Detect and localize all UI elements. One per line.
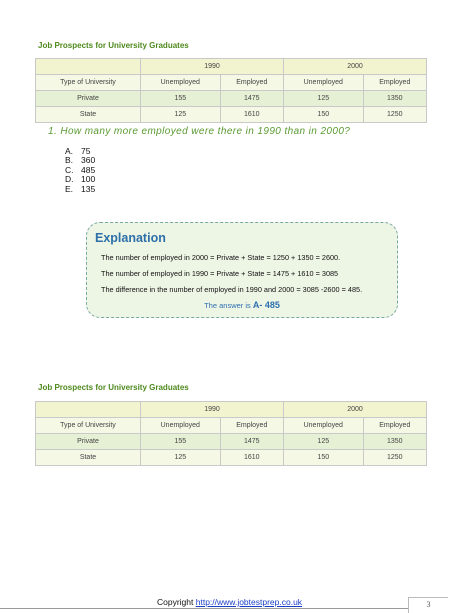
table-cell: 1610 xyxy=(220,107,283,123)
table-cell: 1475 xyxy=(220,434,283,450)
explanation-title: Explanation xyxy=(95,231,166,245)
year-header-1990: 1990 xyxy=(141,402,284,418)
option-value: 100 xyxy=(81,174,96,185)
table-title: Job Prospects for University Graduates xyxy=(38,41,189,50)
table-corner-cell xyxy=(36,59,141,75)
copyright-label: Copyright xyxy=(157,597,196,607)
table-cell: 150 xyxy=(283,107,363,123)
table-cell: Private xyxy=(36,434,141,450)
explanation-line: The number of employed in 1990 = Private + State = 1475 + 1610 = 3085 xyxy=(101,269,339,278)
column-header: Unemployed xyxy=(283,418,363,434)
footer-copyright xyxy=(157,597,302,607)
table-header-years xyxy=(36,402,427,418)
table-cell: State xyxy=(36,107,141,123)
table-row xyxy=(36,434,427,450)
year-header-1990: 1990 xyxy=(141,59,284,75)
website-link[interactable]: http://www.jobtestprep.co.uk xyxy=(195,597,303,607)
table-cell: State xyxy=(36,450,141,466)
column-header: Employed xyxy=(220,75,283,91)
column-header: Type of University xyxy=(36,418,141,434)
option-key: A. xyxy=(65,146,74,156)
table-cell: 125 xyxy=(283,91,363,107)
table-cell: 125 xyxy=(141,450,221,466)
column-header: Type of University xyxy=(36,75,141,91)
table-cell: 125 xyxy=(283,434,363,450)
table-row xyxy=(36,450,427,466)
column-header: Employed xyxy=(363,418,426,434)
job-prospects-table xyxy=(35,58,427,123)
column-header: Employed xyxy=(220,418,283,434)
table-corner-cell xyxy=(36,402,141,418)
table-column-headers xyxy=(36,75,427,91)
column-header: Employed xyxy=(363,75,426,91)
table-header-years xyxy=(36,59,427,75)
option-value: 360 xyxy=(81,155,96,166)
question-text: 1. How many more employed were there in 1990 than in 2000? xyxy=(48,126,351,137)
option-value: 75 xyxy=(81,146,91,156)
option-value: 135 xyxy=(81,183,96,194)
answer-value: A- 485 xyxy=(252,300,280,310)
answer-option-e[interactable] xyxy=(65,185,95,194)
table-row xyxy=(36,91,427,107)
table-cell: 1250 xyxy=(363,107,426,123)
year-header-2000: 2000 xyxy=(283,59,426,75)
table-cell: 1350 xyxy=(363,434,426,450)
table-column-headers xyxy=(36,418,427,434)
table-row xyxy=(36,107,427,123)
table-cell: 155 xyxy=(141,91,221,107)
explanation-answer xyxy=(87,300,397,310)
table-cell: 125 xyxy=(141,107,221,123)
explanation-line: The difference in the number of employed in 1990 and 2000 = 3085 -2600 = 485. xyxy=(101,285,363,294)
option-key: E. xyxy=(65,183,74,194)
table-cell: 1350 xyxy=(363,91,426,107)
explanation-box xyxy=(86,222,398,318)
column-header: Unemployed xyxy=(141,418,221,434)
table-cell: 1610 xyxy=(220,450,283,466)
option-key: D. xyxy=(65,174,74,185)
table-cell: Private xyxy=(36,91,141,107)
option-key: B. xyxy=(65,155,74,166)
table-cell: 1250 xyxy=(363,450,426,466)
footer-divider xyxy=(0,608,408,609)
year-header-2000: 2000 xyxy=(283,402,426,418)
answer-prefix: The answer is xyxy=(204,301,253,310)
table-cell: 1475 xyxy=(220,91,283,107)
table-cell: 150 xyxy=(283,450,363,466)
option-value: 485 xyxy=(81,164,96,175)
option-key: C. xyxy=(65,164,74,175)
job-prospects-table xyxy=(35,401,427,466)
column-header: Unemployed xyxy=(283,75,363,91)
column-header: Unemployed xyxy=(141,75,221,91)
table-title: Job Prospects for University Graduates xyxy=(38,383,189,392)
page-number: 3 xyxy=(408,597,448,613)
answer-options xyxy=(65,147,95,194)
table-cell: 155 xyxy=(141,434,221,450)
explanation-line: The number of employed in 2000 = Private + State = 1250 + 1350 = 2600. xyxy=(101,253,341,262)
